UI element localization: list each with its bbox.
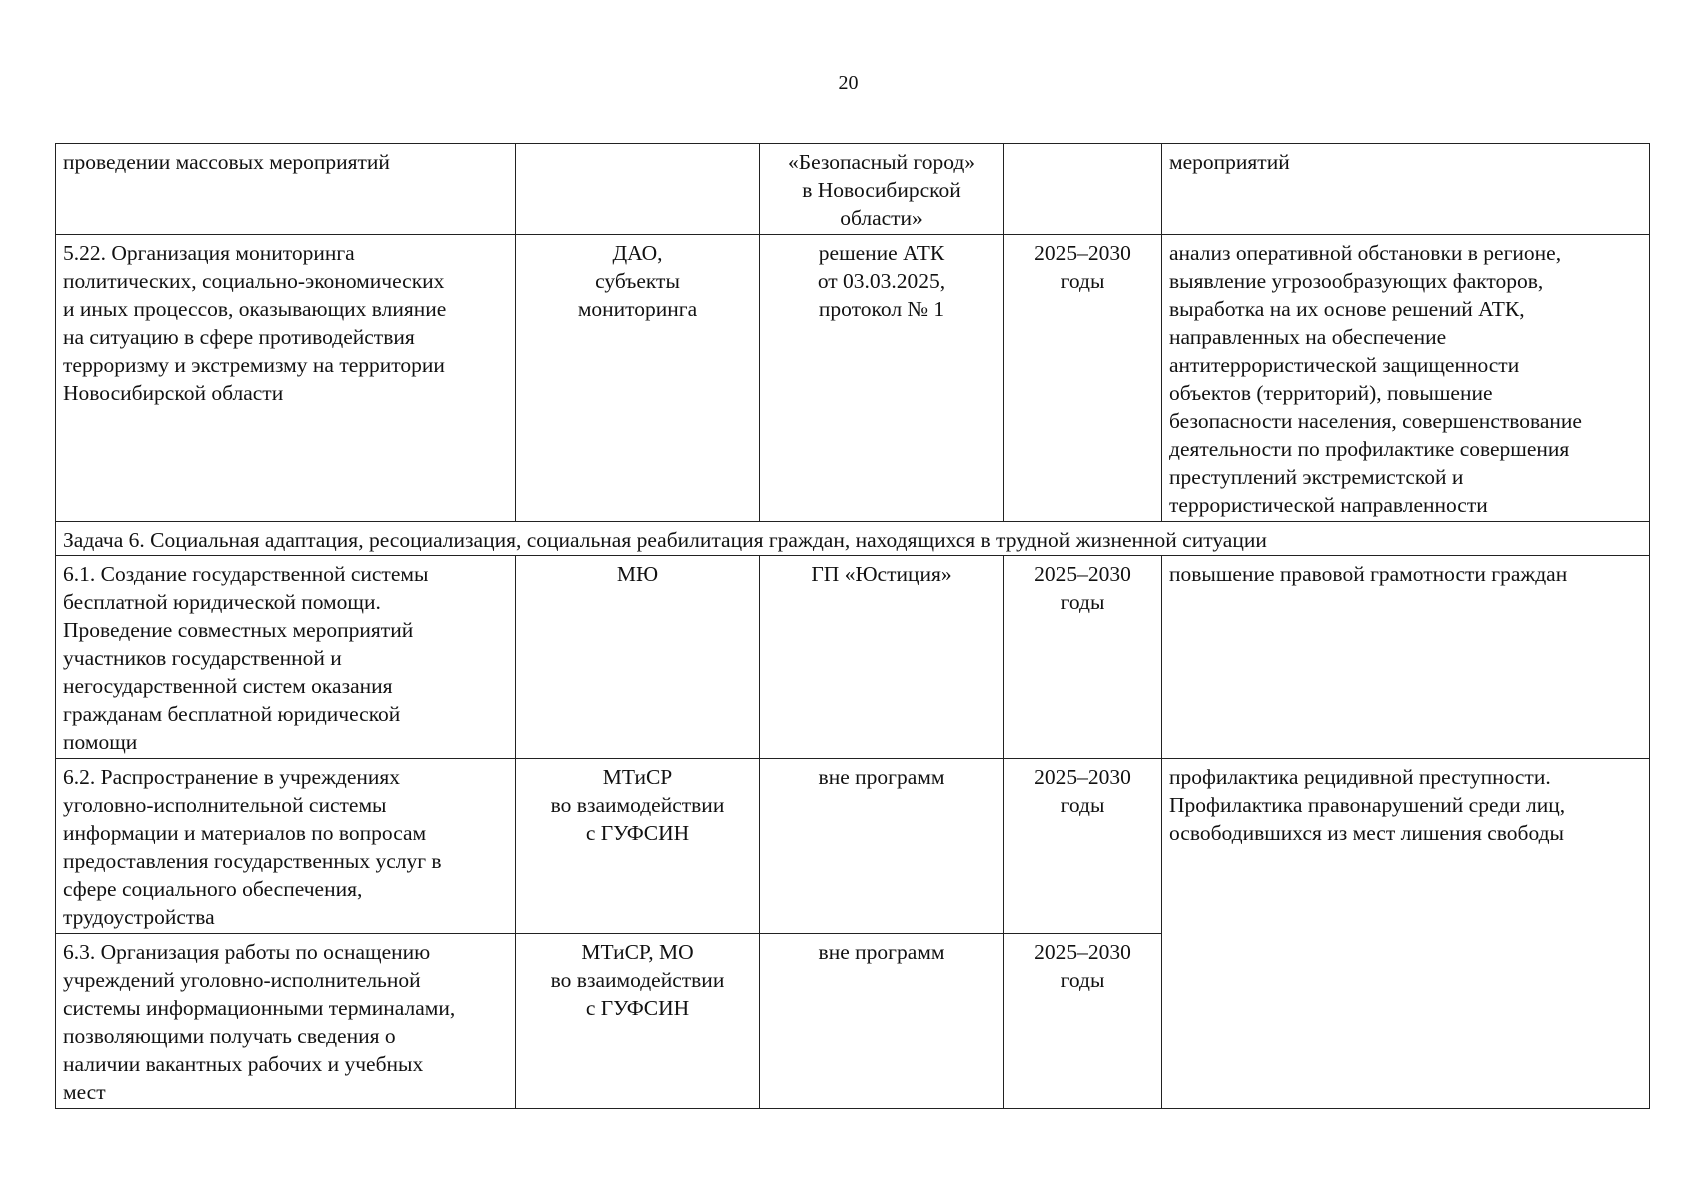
period-cell — [1004, 144, 1162, 235]
result-cell: анализ оперативной обстановки в регионе, выявление угрозообразующих факторов, выработка на их основе решений АТК, направленных на обеспечение антитеррористической защищенности объектов (территорий), повышение безопасности населения, совершенствование деятельности по профилактике совершения преступлений экстремистской и террористической направленности — [1162, 235, 1650, 522]
executor-cell: ДАО, субъекты мониторинга — [516, 235, 760, 522]
executor-cell: МЮ — [516, 556, 760, 759]
action-cell: 5.22. Организация мониторинга политических, социально-экономических и иных процессов, оказывающих влияние на ситуацию в сфере противодействия терроризму и экстремизму на территории Новосибирской области — [56, 235, 516, 522]
page-number: 20 — [838, 72, 859, 94]
result-cell: повышение правовой грамотности граждан — [1162, 556, 1650, 759]
period-cell: 2025–2030 годы — [1004, 556, 1162, 759]
period-cell: 2025–2030 годы — [1004, 934, 1162, 1109]
action-cell: 6.3. Организация работы по оснащению учреждений уголовно-исполнительной системы информационными терминалами, позволяющими получать сведения о наличии вакантных рабочих и учебных мест — [56, 934, 516, 1109]
measures-table — [55, 143, 1650, 1109]
source-cell: вне программ — [760, 934, 1004, 1109]
table-row — [56, 556, 1650, 759]
action-cell: 6.1. Создание государственной системы бесплатной юридической помощи. Проведение совместных мероприятий участников государственной и негосударственной систем оказания гражданам бесплатной юридической помощи — [56, 556, 516, 759]
executor-cell: МТиСР во взаимодействии с ГУФСИН — [516, 759, 760, 934]
task-6-heading: Задача 6. Социальная адаптация, ресоциализация, социальная реабилитация граждан, находящихся в трудной жизненной ситуации — [56, 522, 1650, 556]
period-cell: 2025–2030 годы — [1004, 235, 1162, 522]
table-row — [56, 759, 1650, 934]
task-heading-row — [56, 522, 1650, 556]
result-cell: мероприятий — [1162, 144, 1650, 235]
table-row — [56, 235, 1650, 522]
source-cell: решение АТК от 03.03.2025, протокол № 1 — [760, 235, 1004, 522]
action-cell: 6.2. Распространение в учреждениях уголовно-исполнительной системы информации и материалов по вопросам предоставления государственных услуг в сфере социального обеспечения, трудоустройства — [56, 759, 516, 934]
executor-cell: МТиСР, МО во взаимодействии с ГУФСИН — [516, 934, 760, 1109]
result-cell: профилактика рецидивной преступности. Профилактика правонарушений среди лиц, освободившихся из мест лишения свободы — [1162, 759, 1650, 1109]
action-cell: проведении массовых мероприятий — [56, 144, 516, 235]
executor-cell — [516, 144, 760, 235]
source-cell: вне программ — [760, 759, 1004, 934]
table-row — [56, 144, 1650, 235]
source-cell: ГП «Юстиция» — [760, 556, 1004, 759]
period-cell: 2025–2030 годы — [1004, 759, 1162, 934]
source-cell: «Безопасный город» в Новосибирской области» — [760, 144, 1004, 235]
